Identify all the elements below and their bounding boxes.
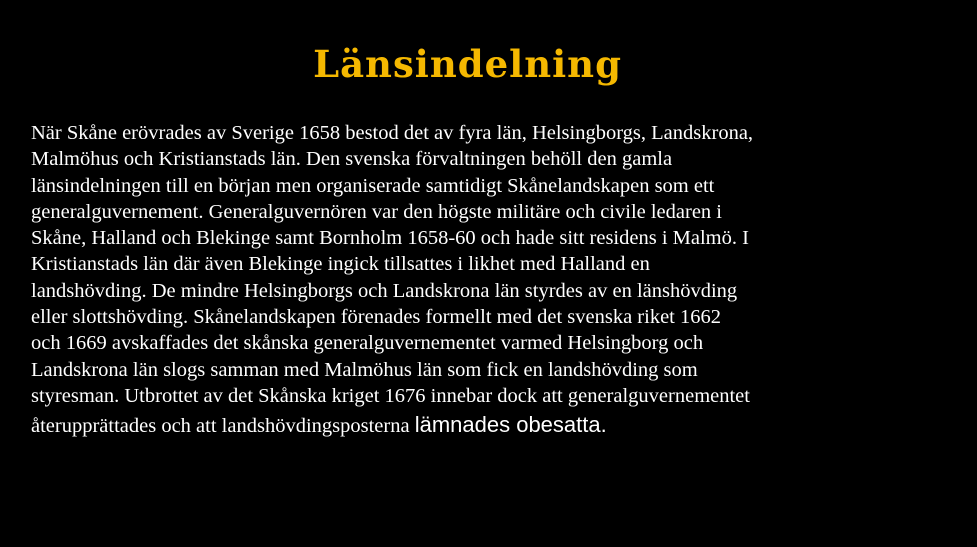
body-line: landshövding. De mindre Helsingborgs och Landskrona län styrdes av en länshövding bbox=[31, 279, 738, 302]
body-last-line bbox=[31, 411, 966, 440]
body-last-line-tail: lämnades obesatta. bbox=[414, 412, 607, 438]
body-line: generalguvernement. Generalguvernören var den högste militäre och civile ledaren i bbox=[31, 200, 723, 223]
body-line: Landskrona län slogs samman med Malmöhus län som fick en landshövding som bbox=[31, 358, 698, 381]
slide-title: Länsindelning bbox=[313, 42, 622, 86]
body-line: och 1669 avskaffades det skånska generalguvernementet varmed Helsingborg och bbox=[31, 332, 704, 355]
body-line: styresman. Utbrottet av det Skånska kriget 1676 innebar dock att generalguvernementet bbox=[31, 384, 750, 407]
body-line: Skåne, Halland och Blekinge samt Bornholm 1658-60 och hade sitt residens i Malmö. I bbox=[31, 227, 749, 250]
body-line: När Skåne erövrades av Sverige 1658 bestod det av fyra län, Helsingborgs, Landskrona, bbox=[31, 122, 754, 144]
body-paragraph bbox=[31, 120, 966, 440]
body-line: länsindelningen till en början men organiserade samtidigt Skånelandskapen som ett bbox=[31, 174, 715, 197]
body-last-line-start: återupprättades och att landshövdingsposterna bbox=[31, 415, 415, 438]
body-line: eller slottshövding. Skånelandskapen förenades formellt med det svenska riket 1662 bbox=[31, 306, 721, 329]
body-line: Kristianstads län där även Blekinge ingick tillsattes i likhet med Halland en bbox=[31, 253, 650, 276]
body-line: Malmöhus och Kristianstads län. Den svenska förvaltningen behöll den gamla bbox=[31, 148, 673, 171]
